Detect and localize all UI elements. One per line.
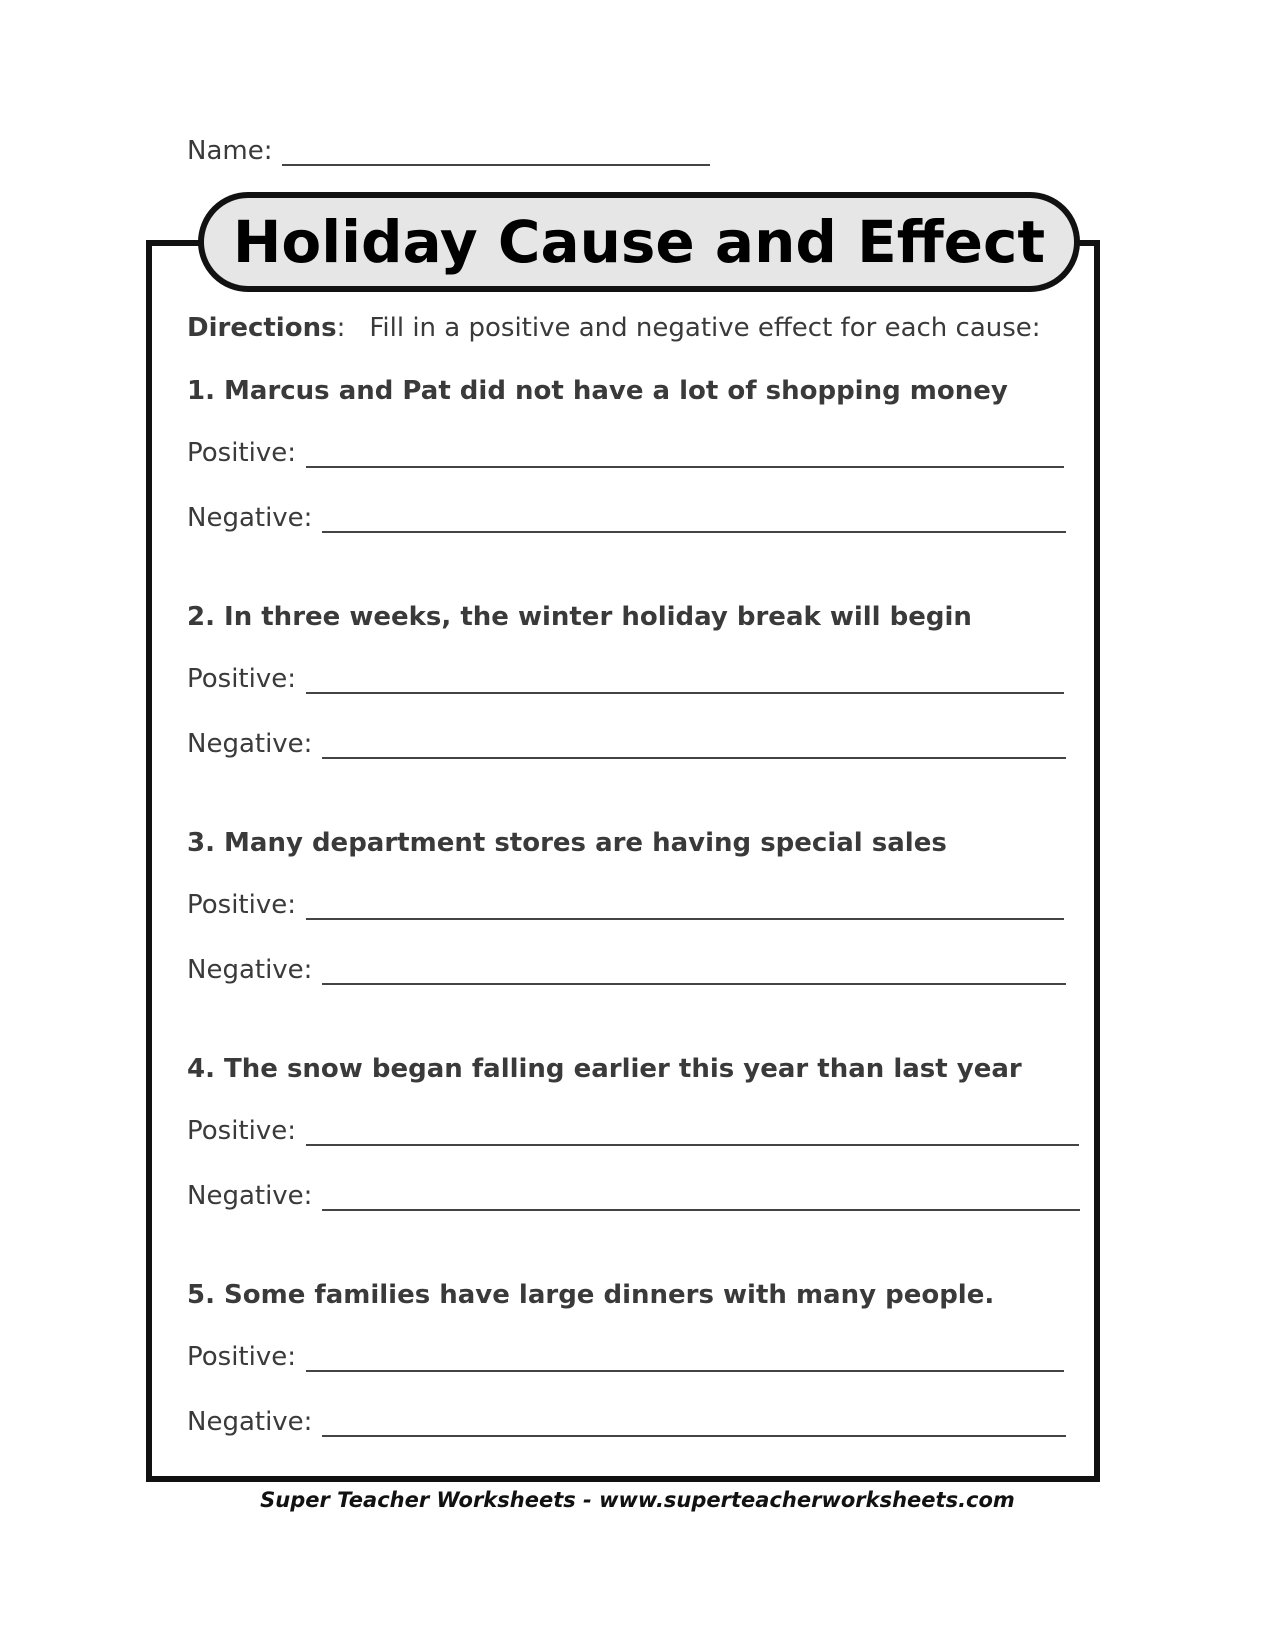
negative-label: Negative: xyxy=(187,1181,313,1211)
name-field-row xyxy=(187,136,710,166)
answer-row-2-negative xyxy=(187,729,1066,759)
footer-credit: Super Teacher Worksheets - www.superteacherworksheets.com xyxy=(260,1488,1015,1512)
positive-label: Positive: xyxy=(187,438,296,468)
positive-answer-line[interactable] xyxy=(306,1118,1079,1146)
answer-row-1-negative xyxy=(187,503,1066,533)
title-banner xyxy=(198,192,1080,292)
positive-label: Positive: xyxy=(187,1342,296,1372)
negative-answer-line[interactable] xyxy=(322,1183,1080,1211)
answer-row-1-positive xyxy=(187,438,1064,468)
negative-label: Negative: xyxy=(187,503,313,533)
negative-label: Negative: xyxy=(187,1407,313,1437)
positive-label: Positive: xyxy=(187,890,296,920)
negative-answer-line[interactable] xyxy=(322,505,1066,533)
question-1: 1. Marcus and Pat did not have a lot of shopping money xyxy=(187,376,1008,406)
answer-row-5-positive xyxy=(187,1342,1064,1372)
question-4: 4. The snow began falling earlier this year than last year xyxy=(187,1054,1022,1084)
positive-answer-line[interactable] xyxy=(306,666,1064,694)
directions-label: Directions xyxy=(187,313,337,343)
answer-row-3-negative xyxy=(187,955,1066,985)
directions-text: Fill in a positive and negative effect for each cause: xyxy=(369,313,1041,343)
answer-row-5-negative xyxy=(187,1407,1066,1437)
positive-answer-line[interactable] xyxy=(306,892,1064,920)
question-2: 2. In three weeks, the winter holiday break will begin xyxy=(187,602,972,632)
negative-answer-line[interactable] xyxy=(322,731,1066,759)
question-3: 3. Many department stores are having special sales xyxy=(187,828,947,858)
negative-label: Negative: xyxy=(187,729,313,759)
answer-row-3-positive xyxy=(187,890,1064,920)
positive-answer-line[interactable] xyxy=(306,440,1064,468)
negative-answer-line[interactable] xyxy=(322,1409,1066,1437)
page-title: Holiday Cause and Effect xyxy=(232,208,1046,276)
positive-answer-line[interactable] xyxy=(306,1344,1064,1372)
negative-label: Negative: xyxy=(187,955,313,985)
question-5: 5. Some families have large dinners with many people. xyxy=(187,1280,995,1310)
name-blank-line[interactable] xyxy=(282,136,710,166)
negative-answer-line[interactable] xyxy=(322,957,1066,985)
answer-row-2-positive xyxy=(187,664,1064,694)
positive-label: Positive: xyxy=(187,664,296,694)
answer-row-4-positive xyxy=(187,1116,1079,1146)
answer-row-4-negative xyxy=(187,1181,1080,1211)
name-label: Name: xyxy=(187,136,273,166)
directions: Directions: Fill in a positive and negative effect for each cause: xyxy=(187,313,1041,343)
positive-label: Positive: xyxy=(187,1116,296,1146)
